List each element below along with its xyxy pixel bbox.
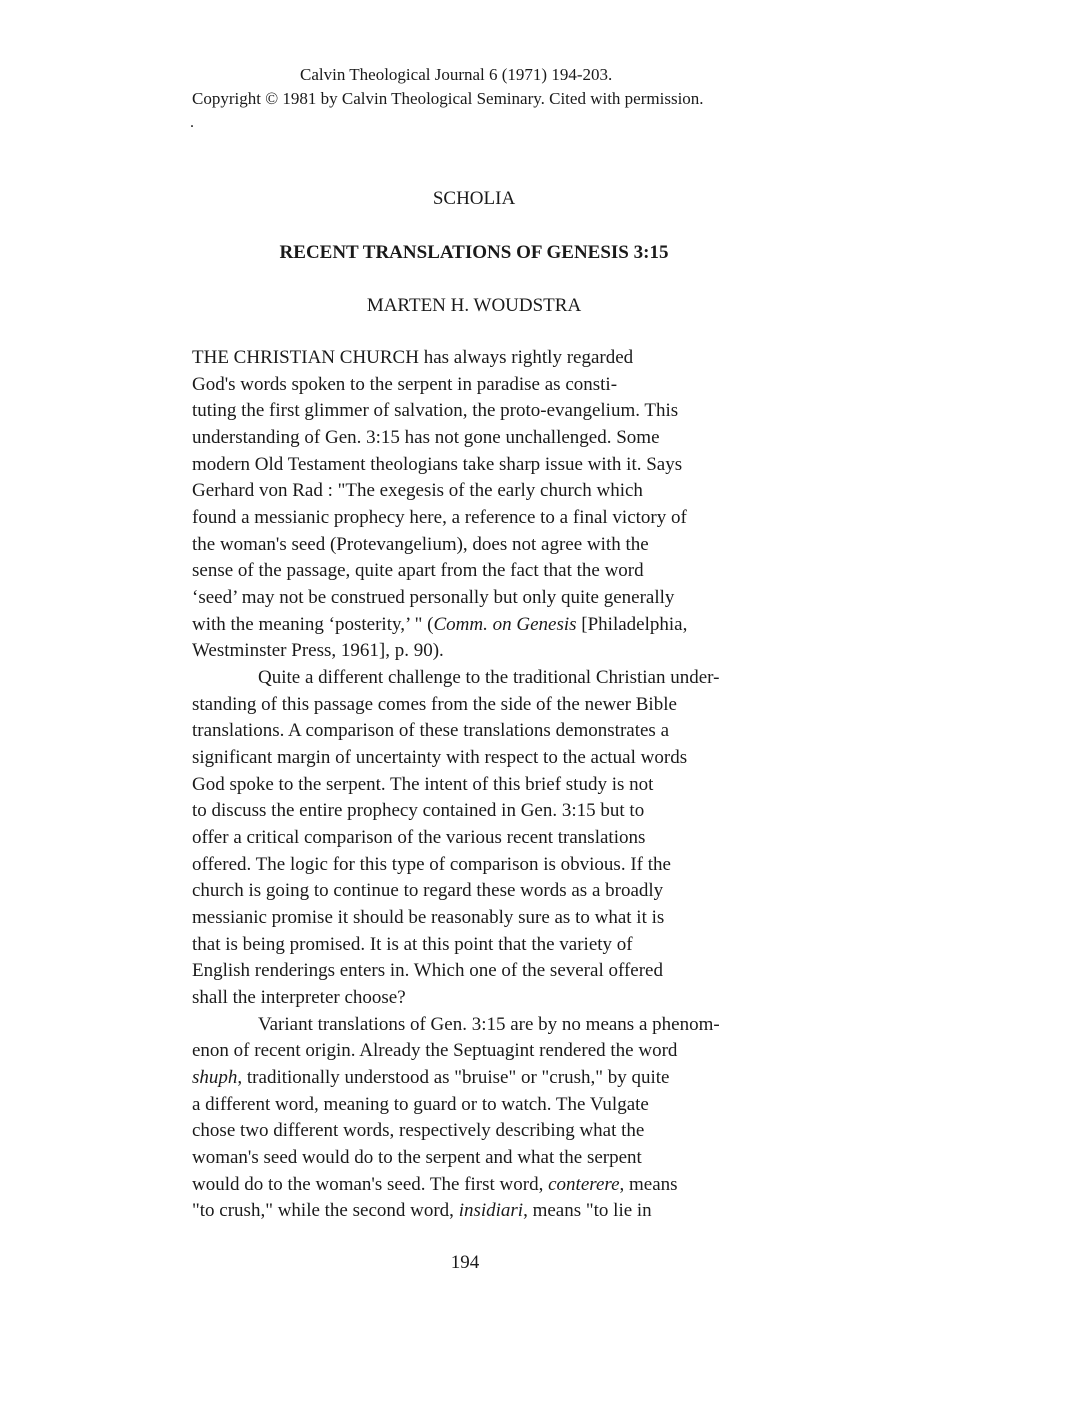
hebrew-word-italic: shuph	[192, 1067, 238, 1088]
journal-citation: Calvin Theological Journal 6 (1971) 194-203.	[300, 65, 613, 84]
body-text: [Philadelphia,	[576, 614, 688, 635]
body-line: tuting the first glimmer of salvation, the proto-evangelium. This	[192, 400, 679, 421]
body-line: a different word, meaning to guard or to watch. The Vulgate	[192, 1094, 649, 1115]
body-line: offered. The logic for this type of comparison is obvious. If the	[192, 854, 671, 875]
body-line: God spoke to the serpent. The intent of this brief study is not	[192, 774, 654, 795]
body-line: God's words spoken to the serpent in paradise as consti-	[192, 374, 618, 395]
body-line: enon of recent origin. Already the Septuagint rendered the word	[192, 1040, 678, 1061]
body-line: that is being promised. It is at this point that the variety of	[192, 934, 633, 955]
latin-word-italic: conterere	[548, 1174, 620, 1195]
body-line: shall the interpreter choose?	[192, 987, 406, 1008]
body-line: the woman's seed (Protevangelium), does not agree with the	[192, 534, 649, 555]
latin-word-italic: insidiari	[458, 1200, 524, 1221]
body-text: with the meaning ‘posterity,’ " (	[192, 614, 434, 635]
section-title: SCHOLIA	[432, 188, 516, 209]
body-text: , means	[619, 1174, 678, 1195]
body-text: "to crush," while the second word,	[192, 1200, 459, 1221]
body-line: church is going to continue to regard these words as a broadly	[192, 880, 664, 901]
body-line	[192, 1172, 678, 1199]
body-line: standing of this passage comes from the side of the newer Bible	[192, 694, 677, 715]
body-line: understanding of Gen. 3:15 has not gone unchallenged. Some	[192, 427, 660, 448]
header-mark: .	[190, 114, 194, 131]
body-line	[192, 612, 687, 639]
body-text: , traditionally understood as "bruise" or "crush," by quite	[237, 1067, 670, 1088]
body-line: to discuss the entire prophecy contained in Gen. 3:15 but to	[192, 800, 645, 821]
body-line: modern Old Testament theologians take sharp issue with it. Says	[192, 454, 683, 475]
article-title: RECENT TRANSLATIONS OF GENESIS 3:15	[279, 242, 669, 263]
body-line: significant margin of uncertainty with respect to the actual words	[192, 747, 688, 768]
body-line: chose two different words, respectively describing what the	[192, 1120, 645, 1141]
paragraph-start: Variant translations of Gen. 3:15 are by no means a phenom-	[258, 1014, 720, 1035]
copyright-notice: Copyright © 1981 by Calvin Theological Seminary. Cited with permission.	[192, 89, 704, 108]
body-text: , means "to lie in	[523, 1200, 652, 1221]
author-name: MARTEN H. WOUDSTRA	[366, 295, 582, 316]
body-line: woman's seed would do to the serpent and what the serpent	[192, 1147, 642, 1168]
body-line	[192, 1065, 669, 1092]
body-line: messianic promise it should be reasonably sure as to what it is	[192, 907, 665, 928]
body-line	[192, 1198, 652, 1225]
body-text: would do to the woman's seed. The first word,	[192, 1174, 549, 1195]
body-line: offer a critical comparison of the various recent translations	[192, 827, 646, 848]
body-line: found a messianic prophecy here, a reference to a final victory of	[192, 507, 687, 528]
body-line: English renderings enters in. Which one of the several offered	[192, 960, 663, 981]
book-title-italic: Comm. on Genesis	[433, 614, 577, 635]
body-line: translations. A comparison of these translations demonstrates a	[192, 720, 670, 741]
body-line: ‘seed’ may not be construed personally but only quite generally	[192, 587, 675, 608]
body-line: Gerhard von Rad : "The exegesis of the early church which	[192, 480, 643, 501]
body-line: THE CHRISTIAN CHURCH has always rightly regarded	[192, 347, 634, 368]
page-number: 194	[450, 1252, 480, 1273]
body-line: Westminster Press, 1961], p. 90).	[192, 640, 444, 661]
paragraph-start: Quite a different challenge to the traditional Christian under-	[258, 667, 720, 688]
body-line: sense of the passage, quite apart from the fact that the word	[192, 560, 644, 581]
